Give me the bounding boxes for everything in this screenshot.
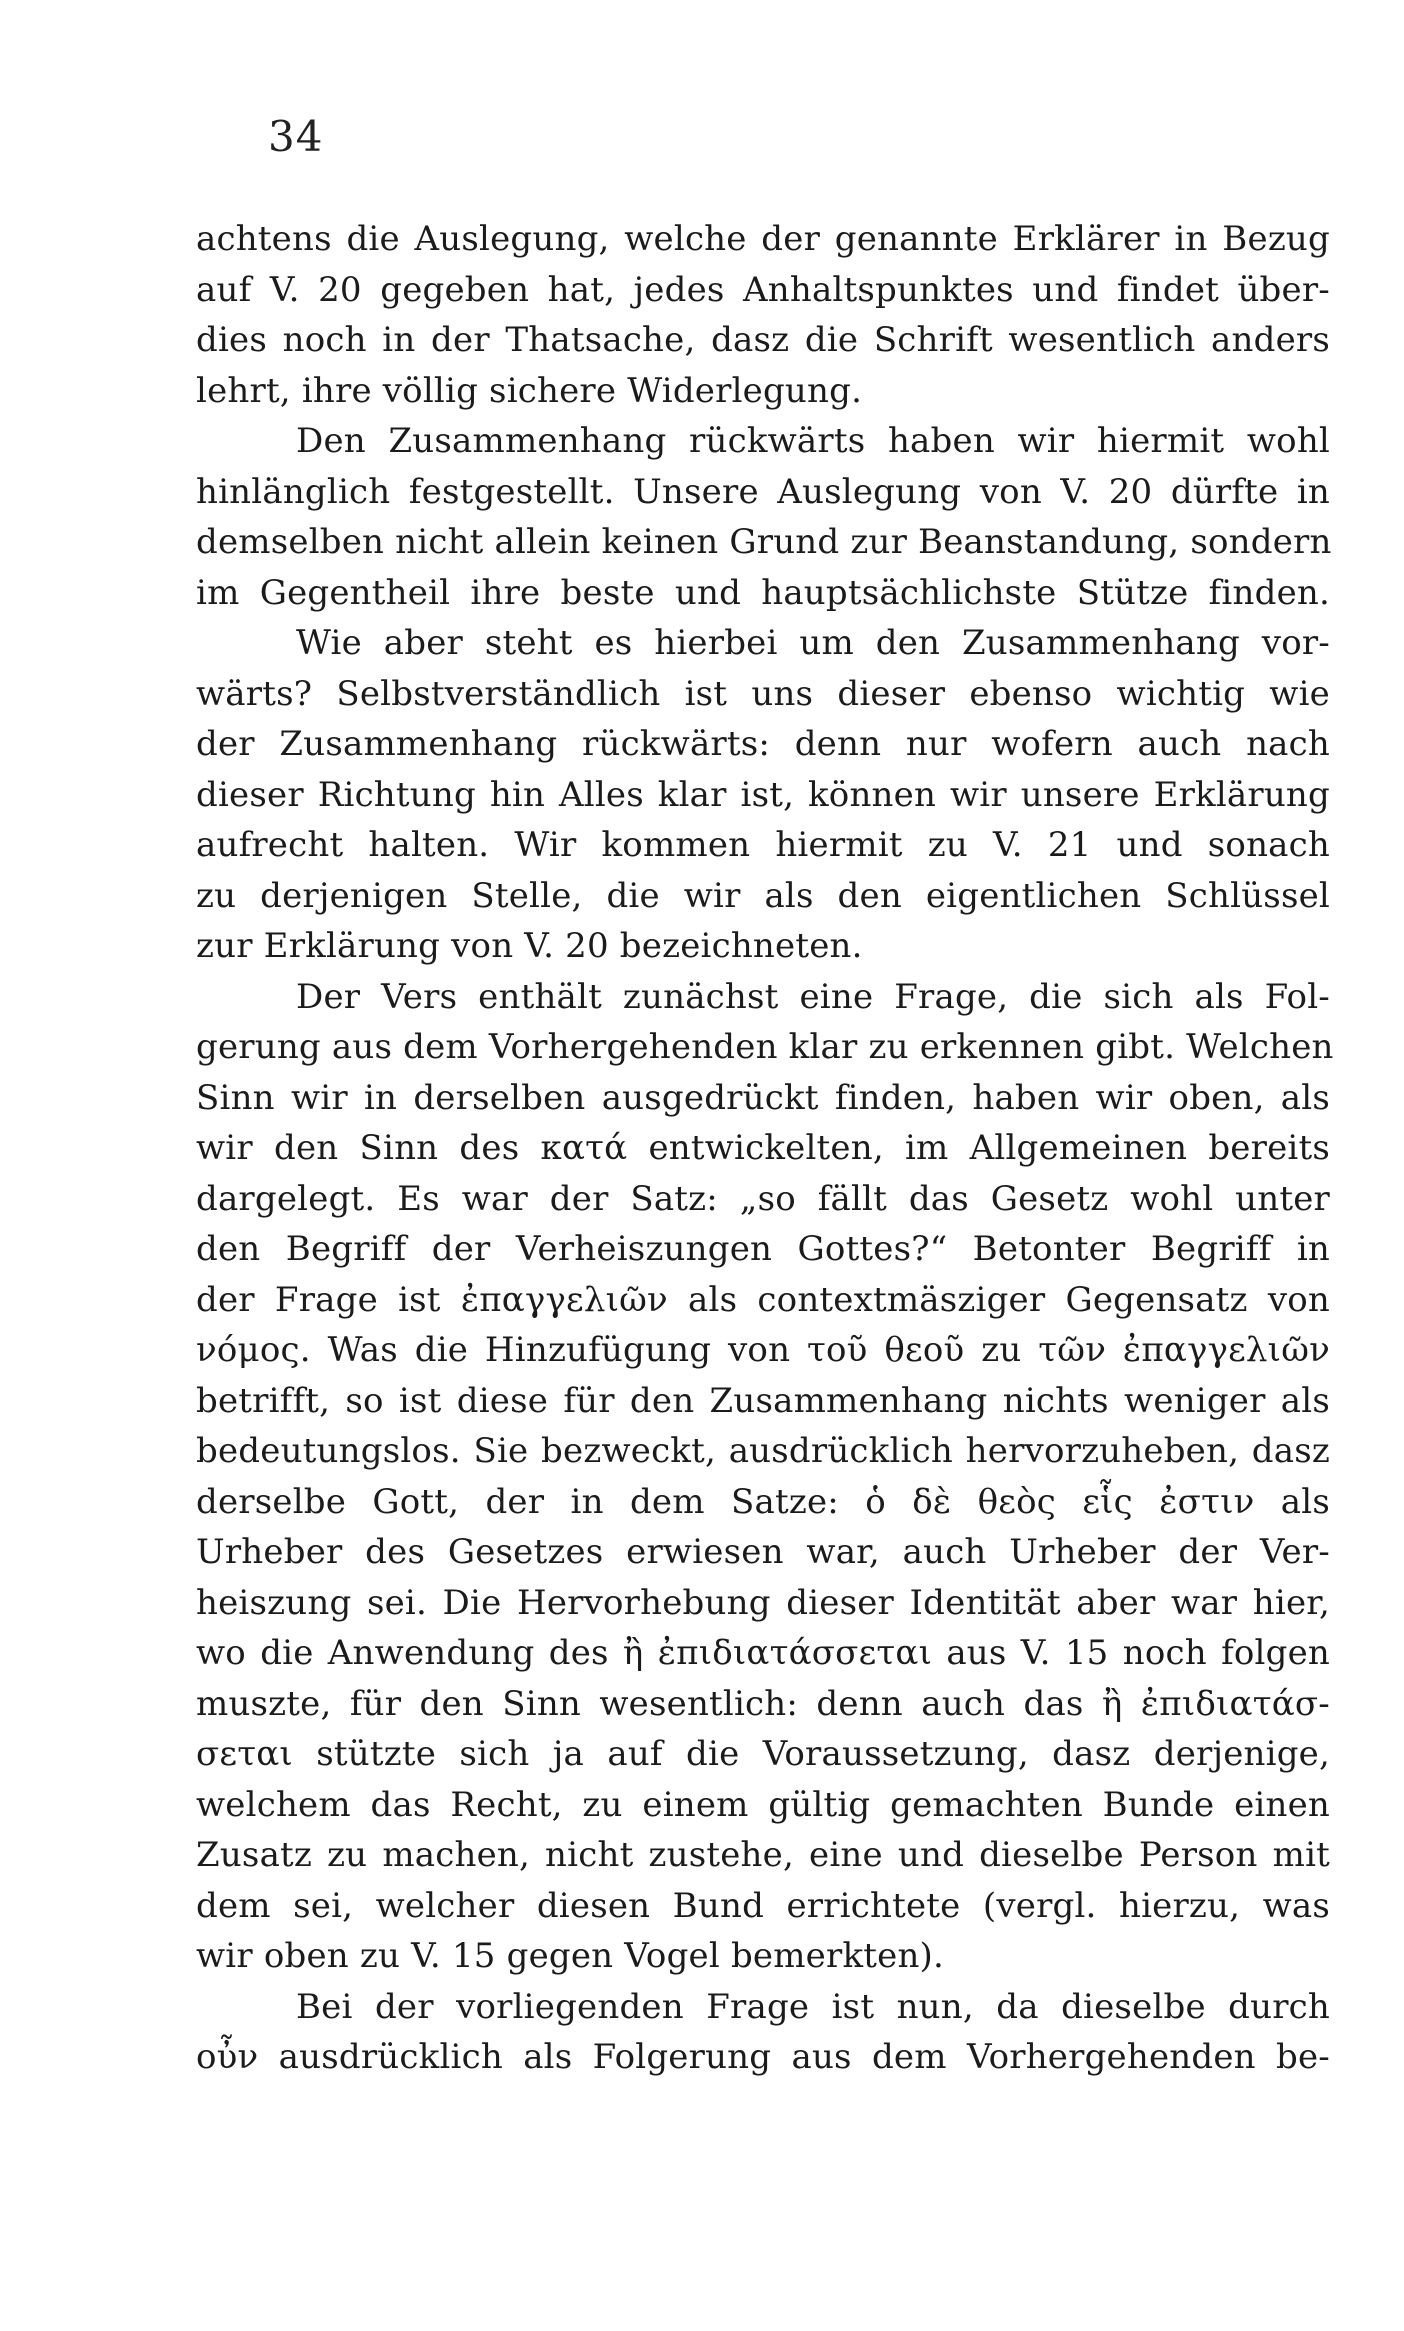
page-number: 34 [268,112,324,161]
text-line: auf V. 20 gegeben hat, jedes Anhaltspunktes und findet über- [196,269,1330,310]
text-line: dargelegt. Es war der Satz: „so fällt das Gesetz wohl unter [196,1178,1330,1219]
text-line: zu derjenigen Stelle, die wir als den eigentlichen Schlüssel [196,875,1330,916]
text-line: zur Erklärung von V. 20 bezeichneten. [196,926,863,966]
text-line: wärts? Selbstverständlich ist uns dieser ebenso wichtig wie [196,673,1330,714]
text-line: wo die Anwendung des ἢ ἐπιδιατάσσεται aus V. 15 noch folgen [196,1633,1330,1673]
text-line: bedeutungslos. Sie bezweckt, ausdrücklich hervorzuheben, dasz [196,1431,1330,1471]
text-line: hinlänglich festgestellt. Unsere Auslegung von V. 20 dürfte in [196,471,1330,512]
text-line: Der Vers enthält zunächst eine Frage, die sich als Fol- [296,976,1330,1017]
text-line: Wie aber steht es hierbei um den Zusammenhang vor- [296,623,1330,663]
text-line: Urheber des Gesetzes erwiesen war, auch Urheber der Ver- [196,1532,1330,1572]
text-line: der Zusammenhang rückwärts: denn nur wofern auch nach [196,724,1330,764]
text-line: νόμος. Was die Hinzufügung von τοῦ θεοῦ zu τῶν ἐπαγγελιῶν [196,1330,1330,1370]
text-line: σεται stützte sich ja auf die Voraussetzung, dasz derjenige, [196,1734,1330,1774]
text-line: οὖν ausdrücklich als Folgerung aus dem Vorhergehenden be- [196,2037,1330,2077]
text-line: muszte, für den Sinn wesentlich: denn auch das ἢ ἐπιδιατάσ- [196,1683,1330,1724]
text-line: wir oben zu V. 15 gegen Vogel bemerkten). [196,1936,945,1976]
body-text [196,214,1334,2083]
text-line: betrifft, so ist diese für den Zusammenhang nichts weniger als [196,1380,1330,1421]
text-line: dem sei, welcher diesen Bund errichtete (vergl. hierzu, was [196,1885,1330,1926]
text-line: den Begriff der Verheiszungen Gottes?“ Betonter Begriff in [196,1229,1330,1269]
text-line: lehrt, ihre völlig sichere Widerlegung. [196,370,863,411]
text-line: aufrecht halten. Wir kommen hiermit zu V. 21 und sonach [196,825,1330,865]
text-line: wir den Sinn des κατά entwickelten, im Allgemeinen bereits [196,1128,1330,1168]
text-line: welchem das Recht, zu einem gültig gemachten Bunde einen [196,1784,1330,1825]
text-line: dies noch in der Thatsache, dasz die Schrift wesentlich anders [196,320,1330,360]
text-line: Sinn wir in derselben ausgedrückt finden, haben wir oben, als [196,1077,1330,1118]
text-line: achtens die Auslegung, welche der genannte Erklärer in Bezug [196,219,1330,259]
text-line: Bei der vorliegenden Frage ist nun, da dieselbe durch [296,1986,1330,2027]
text-line: derselbe Gott, der in dem Satze: ὁ δὲ θεὸς εἷς ἐστιν als [196,1481,1330,1522]
text-line: Den Zusammenhang rückwärts haben wir hiermit wohl [296,421,1330,461]
text-line: der Frage ist ἐπαγγελιῶν als contextmäsziger Gegensatz von [196,1279,1330,1320]
text-line: gerung aus dem Vorhergehenden klar zu erkennen gibt. Welchen [196,1027,1334,1067]
text-line: dieser Richtung hin Alles klar ist, können wir unsere Erklärung [196,774,1330,815]
text-line: demselben nicht allein keinen Grund zur Beanstandung, sondern [196,522,1332,562]
text-line: heiszung sei. Die Hervorhebung dieser Identität aber war hier, [196,1582,1330,1623]
text-line: im Gegentheil ihre beste und hauptsächlichste Stütze finden. [196,572,1330,613]
text-line: Zusatz zu machen, nicht zustehe, eine und dieselbe Person mit [196,1835,1330,1875]
